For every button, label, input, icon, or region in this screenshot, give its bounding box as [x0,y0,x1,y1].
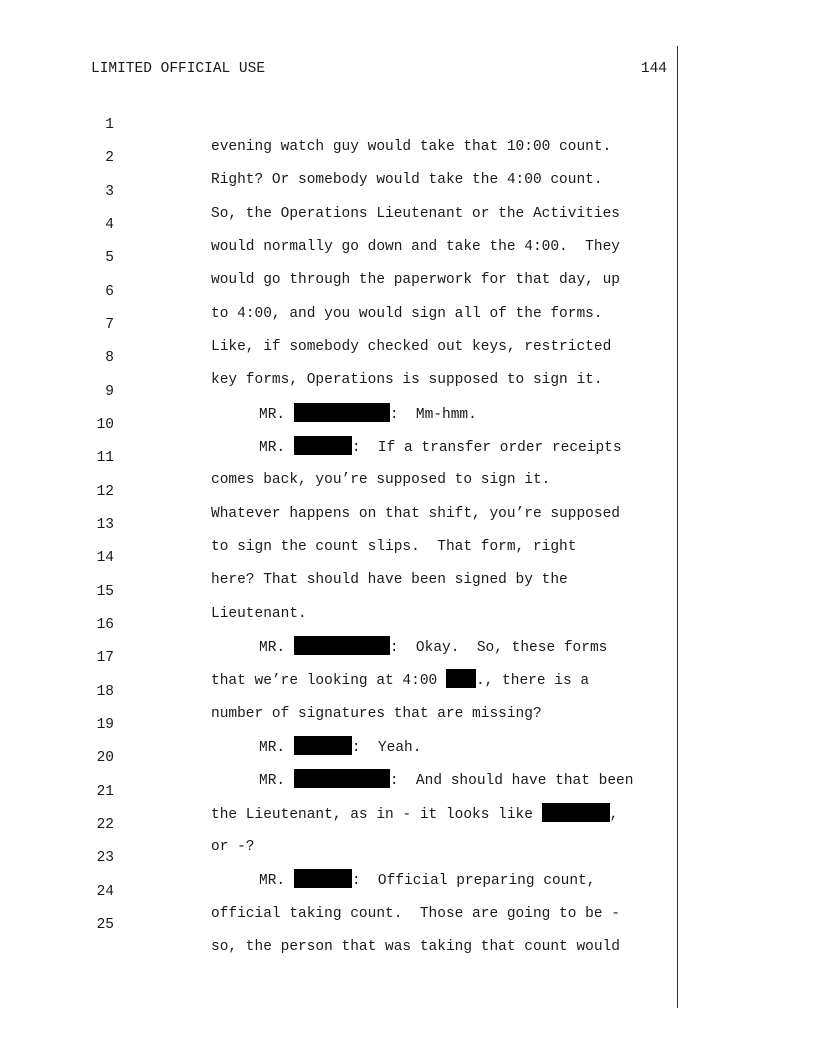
transcript-line [0,592,680,656]
line-number: 15 [96,584,114,600]
line-text: Lieutenant. [211,606,307,622]
line-number: 22 [96,817,114,833]
line-number: 13 [96,517,114,533]
line-text: Right? Or somebody would take the 4:00 count. [211,172,603,188]
line-number: 9 [105,384,114,400]
line-text: MR. : Yeah. [259,736,421,759]
line-number: 3 [105,184,114,200]
line-text: Like, if somebody checked out keys, restricted [211,339,612,355]
line-text: so, the person that was taking that count would [211,939,620,955]
line-number: 23 [96,850,114,866]
line-text: Whatever happens on that shift, you’re supposed [211,506,620,522]
line-text: to 4:00, and you would sign all of the forms. [211,306,603,322]
line-number: 24 [96,884,114,900]
transcript-line [0,225,680,288]
line-number: 6 [105,284,114,300]
line-text: to sign the count slips. That form, right [211,539,577,555]
transcript-line [0,192,680,255]
line-number: 1 [105,117,114,133]
line-number: 16 [96,617,114,633]
line-number: 10 [96,417,114,433]
line-text: or -? [211,839,255,855]
transcript-line [0,325,680,388]
line-text: So, the Operations Lieutenant or the Activities [211,206,620,222]
line-number: 20 [96,750,114,766]
line-number: 8 [105,350,114,366]
transcript-line [0,559,680,622]
line-text: evening watch guy would take that 10:00 count. [211,139,612,155]
line-text: number of signatures that are missing? [211,706,542,722]
line-number: 11 [96,450,114,466]
classification-header: LIMITED OFFICIAL USE [91,61,266,77]
line-number: 19 [96,717,114,733]
line-number: 4 [105,217,114,233]
line-number: 18 [96,684,114,700]
line-text: would go through the paperwork for that day, up [211,272,620,288]
transcript-line [0,292,680,355]
transcript-line [0,525,680,588]
line-number: 2 [105,150,114,166]
line-text: official taking count. Those are going to be - [211,906,620,922]
line-number: 5 [105,250,114,266]
line-text: key forms, Operations is supposed to sign it. [211,372,603,388]
line-number: 14 [96,550,114,566]
transcript-line [0,892,680,955]
transcript-line [0,825,680,889]
line-text: the Lieutenant, as in - it looks like , [211,803,618,826]
line-text: MR. : And should have that been [259,769,633,792]
transcript-line [0,359,680,423]
transcript-line [0,692,680,756]
line-text: here? That should have been signed by the [211,572,568,588]
line-number: 17 [96,650,114,666]
transcript-line [0,659,680,722]
transcript-line [0,759,680,823]
page-number: 144 [640,61,667,77]
line-text: MR. : Official preparing count, [259,869,595,892]
transcript-line [0,125,680,188]
line-text: MR. : Mm-hmm. [259,403,477,426]
transcript-line [0,859,680,922]
line-number: 21 [96,784,114,800]
transcript-line [0,459,680,522]
line-text: MR. : Okay. So, these forms [259,636,607,659]
transcript-line [0,92,680,155]
line-text: that we’re looking at 4:00 ., there is a [211,669,589,692]
transcript-line [0,259,680,322]
line-number: 12 [96,484,114,500]
line-text: comes back, you’re supposed to sign it. [211,472,551,488]
transcript-line [0,492,680,555]
line-text: would normally go down and take the 4:00. They [211,239,620,255]
line-number: 25 [96,917,114,933]
transcript-line [0,159,680,222]
line-number: 7 [105,317,114,333]
line-text: MR. : If a transfer order receipts [259,436,622,459]
